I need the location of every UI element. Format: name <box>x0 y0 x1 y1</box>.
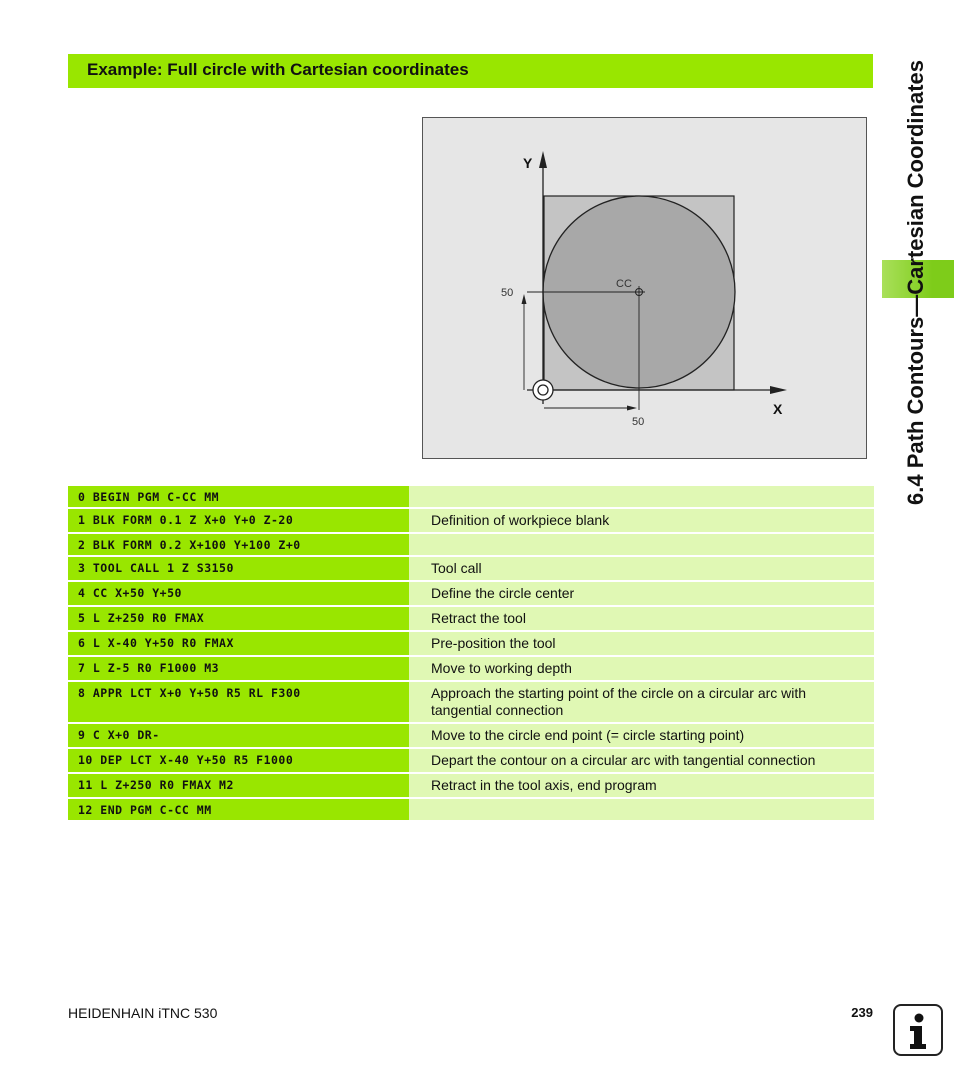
program-row <box>68 799 874 820</box>
program-description <box>409 534 874 555</box>
x-axis-arrow <box>770 386 787 394</box>
page-number: 239 <box>851 1005 873 1020</box>
program-row <box>68 749 874 772</box>
x-dimension-label: 50 <box>632 416 645 428</box>
program-code: 2 BLK FORM 0.2 X+100 Y+100 Z+0 <box>68 534 409 555</box>
circle-figure <box>422 117 867 459</box>
program-description: Define the circle center <box>409 582 874 605</box>
y-axis-arrow <box>539 151 547 168</box>
info-glyph <box>895 1006 941 1054</box>
program-code: 12 END PGM C-CC MM <box>68 799 409 820</box>
y-dimension-label: 50 <box>501 287 514 299</box>
program-description: Depart the contour on a circular arc with tangential connection <box>409 749 874 772</box>
x-dimension-arrow <box>627 406 637 411</box>
circle-diagram <box>423 118 866 458</box>
program-row <box>68 486 874 507</box>
program-code: 10 DEP LCT X-40 Y+50 R5 F1000 <box>68 749 409 772</box>
chapter-side-title-text: 6.4 Path Contours—Cartesian Coordinates <box>903 60 928 505</box>
x-axis-label: X <box>773 401 783 417</box>
example-title: Example: Full circle with Cartesian coordinates <box>87 60 469 79</box>
y-axis-label: Y <box>523 155 533 171</box>
program-row <box>68 632 874 655</box>
center-label: CC <box>616 278 632 290</box>
origin-outer <box>533 380 553 400</box>
program-description: Move to the circle end point (= circle starting point) <box>409 724 874 747</box>
program-row <box>68 582 874 605</box>
program-row <box>68 557 874 580</box>
program-description: Retract the tool <box>409 607 874 630</box>
nc-program-table <box>68 486 874 822</box>
footer-manual-name: HEIDENHAIN iTNC 530 <box>68 1005 218 1021</box>
program-code: 0 BEGIN PGM C-CC MM <box>68 486 409 507</box>
section-header-bar <box>68 54 873 88</box>
program-row <box>68 774 874 797</box>
program-row <box>68 682 874 722</box>
program-code: 1 BLK FORM 0.1 Z X+0 Y+0 Z-20 <box>68 509 409 532</box>
program-description: Approach the starting point of the circle on a circular arc with tangential connection <box>409 682 874 722</box>
program-description: Tool call <box>409 557 874 580</box>
program-code: 5 L Z+250 R0 FMAX <box>68 607 409 630</box>
program-code: 9 C X+0 DR- <box>68 724 409 747</box>
program-description <box>409 486 874 507</box>
program-row <box>68 724 874 747</box>
info-icon <box>893 1004 943 1056</box>
program-row <box>68 534 874 555</box>
program-code: 8 APPR LCT X+0 Y+50 R5 RL F300 <box>68 682 409 722</box>
program-code: 3 TOOL CALL 1 Z S3150 <box>68 557 409 580</box>
chapter-side-title <box>896 60 936 580</box>
program-description: Pre-position the tool <box>409 632 874 655</box>
program-code: 4 CC X+50 Y+50 <box>68 582 409 605</box>
program-row <box>68 657 874 680</box>
program-code: 6 L X-40 Y+50 R0 FMAX <box>68 632 409 655</box>
program-description: Retract in the tool axis, end program <box>409 774 874 797</box>
program-description <box>409 799 874 820</box>
program-description: Definition of workpiece blank <box>409 509 874 532</box>
program-description: Move to working depth <box>409 657 874 680</box>
program-row <box>68 607 874 630</box>
y-dimension-arrow <box>522 294 527 304</box>
program-row <box>68 509 874 532</box>
program-code: 11 L Z+250 R0 FMAX M2 <box>68 774 409 797</box>
program-code: 7 L Z-5 R0 F1000 M3 <box>68 657 409 680</box>
